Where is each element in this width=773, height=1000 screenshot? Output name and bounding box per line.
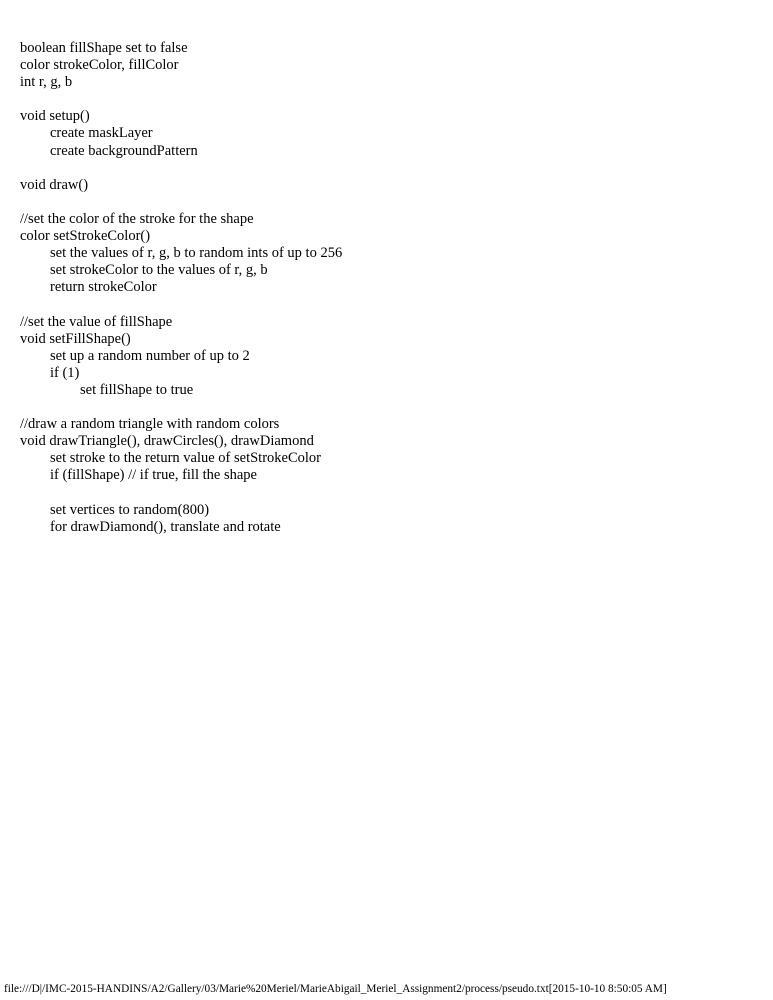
code-line: set fillShape to true (80, 381, 194, 398)
code-line: void setFillShape() (20, 330, 131, 347)
code-line: int r, g, b (20, 74, 73, 91)
code-line: color setStrokeColor() (20, 228, 151, 245)
code-line: void setup() (20, 108, 90, 125)
code-line: color strokeColor, fillColor (20, 57, 179, 74)
document-body (20, 40, 760, 536)
code-line: boolean fillShape set to false (20, 40, 188, 56)
blank-line (20, 91, 760, 108)
code-line: void drawTriangle(), drawCircles(), drawDiamond (20, 433, 314, 450)
blank-line (20, 194, 760, 211)
code-line: void draw() (20, 176, 89, 193)
blank-line (20, 484, 760, 501)
code-line: //set the color of the stroke for the shape (20, 210, 254, 227)
blank-line (20, 296, 760, 313)
code-line: for drawDiamond(), translate and rotate (50, 518, 281, 535)
code-line: set strokeColor to the values of r, g, b (50, 262, 268, 279)
code-line: return strokeColor (50, 279, 157, 296)
code-line: set up a random number of up to 2 (50, 347, 250, 364)
blank-line (20, 399, 760, 416)
code-line: set vertices to random(800) (50, 501, 210, 518)
code-line: set the values of r, g, b to random ints of up to 256 (50, 245, 343, 262)
file-path-footer: file:///D|/IMC-2015-HANDINS/A2/Gallery/03/Marie%20Meriel/MarieAbigail_Meriel_Assignment2/process/pseudo.txt[2015-10-10 8:50:05 AM] (4, 983, 667, 995)
code-line: //set the value of fillShape (20, 313, 173, 330)
code-line: create backgroundPattern (50, 142, 198, 159)
code-line: //draw a random triangle with random colors (20, 416, 280, 433)
code-line: if (1) (50, 364, 80, 381)
code-line: if (fillShape) // if true, fill the shape (50, 467, 257, 484)
blank-line (20, 160, 760, 177)
code-line: create maskLayer (50, 125, 153, 142)
code-line: set stroke to the return value of setStrokeColor (50, 450, 322, 467)
